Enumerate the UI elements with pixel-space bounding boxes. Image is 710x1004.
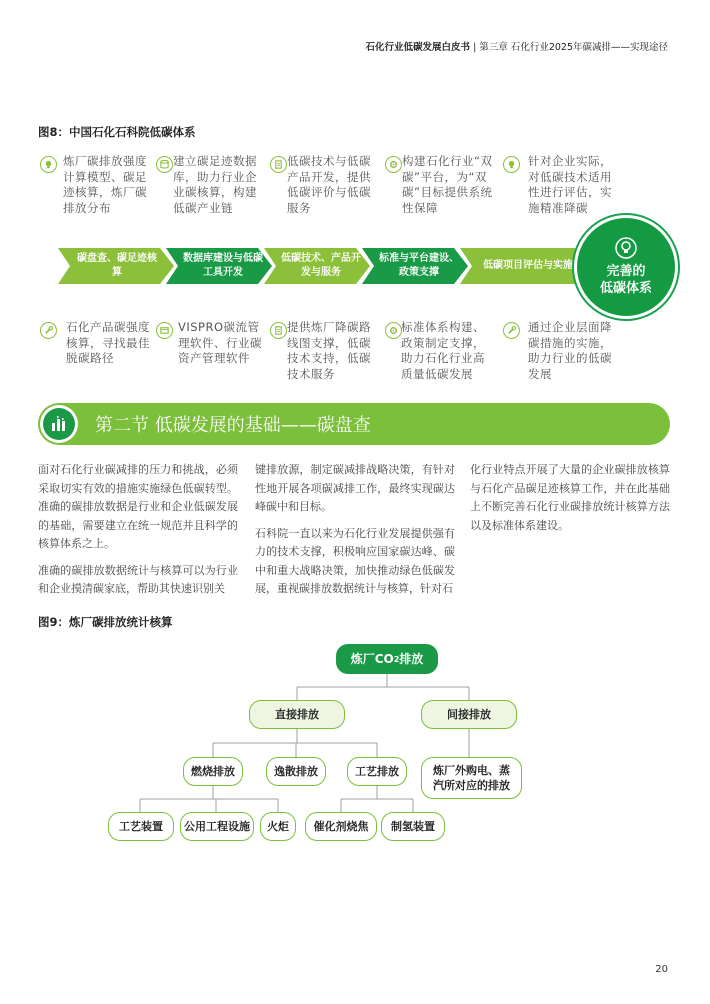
top-step-text-3: 低碳技术与低碳产品开发，提供低碳评价与低碳服务 — [287, 154, 371, 215]
leaf-utilities: 公用工程设施 — [180, 812, 254, 841]
top-step-text-2: 建立碳足迹数据库，助力行业企业碳核算，构建低碳产业链 — [173, 154, 257, 215]
leaf-process-units: 工艺装置 — [108, 812, 174, 841]
top-step-text-4: 构建石化行业“双碳”平台，为“双碳”目标提供系统性保障 — [402, 154, 493, 215]
bottom-step-text-4: 标准体系构建、政策制定支撑，助力石化行业高质量低碳发展 — [401, 320, 485, 381]
bottom-step-text-5: 通过企业层面降碳措施的实施，助力行业的低碳发展 — [528, 320, 612, 381]
node-indirect-emission: 间接排放 — [421, 700, 517, 729]
arrow-label-2: 数据库建设与低碳工具开发 — [183, 253, 263, 278]
figure-8-title: 图8：中国石化石科院低碳体系 — [38, 125, 196, 139]
root-node-refinery-co2 — [336, 644, 438, 674]
node-process-emission: 工艺排放 — [347, 757, 407, 786]
top-step-text-1: 炼厂碳排放强度计算模型、碳足迹核算，炼厂碳排放分布 — [63, 154, 147, 215]
body-paragraph: 面对石化行业碳减排的压力和挑战，必须采取切实有效的措施实施绿色低碳转型。准确的碳排放数据是行业和企业低碳发展的基础，需要建立在统一规范并且科学的核算体系之上。 — [38, 463, 238, 550]
arrow-label-1: 碳盘查、碳足迹核算 — [77, 253, 157, 278]
node-direct-emission: 直接排放 — [249, 700, 345, 729]
arrow-label-3: 低碳技术、产品开发与服务 — [281, 253, 361, 278]
arrow-label-4: 标准与平台建设、政策支撑 — [379, 253, 459, 278]
node-fugitive-emission: 逸散排放 — [266, 757, 326, 786]
section-title: 第二节 低碳发展的基础——碳盘查 — [95, 415, 371, 436]
page-number: 20 — [655, 964, 668, 975]
leaf-flare: 火炬 — [260, 812, 296, 841]
header-separator: | — [470, 42, 480, 53]
node-purchased-power-steam: 炼厂外购电、蒸汽所对应的排放 — [421, 757, 522, 799]
root-node-text-post: 排放 — [399, 651, 424, 666]
final-label-line1: 完善的 — [606, 264, 646, 279]
bottom-step-text-3: 提供炼厂降碳路线图支撑，低碳技术支持，低碳技术服务 — [287, 320, 371, 381]
root-node-subscript: 2 — [393, 654, 400, 664]
report-title: 石化行业低碳发展白皮书 — [365, 42, 471, 53]
body-paragraph: 键排放源，制定碳减排战略决策，有针对性地开展各项碳减排工作，最终实现碳达峰碳中和目标。 — [255, 463, 455, 513]
final-label-line2: 低碳体系 — [599, 281, 652, 296]
root-node-text-pre: 炼厂CO — [350, 651, 394, 666]
top-step-text-5: 针对企业实际，对低碳技术适用性进行评估，实施精准降碳 — [528, 154, 612, 215]
chapter-title: 第三章 石化行业2025年碳减排——实现途径 — [479, 42, 668, 53]
figure-9-title: 图9：炼厂碳排放统计核算 — [38, 615, 173, 629]
leaf-catalyst-coke-burning: 催化剂烧焦 — [305, 812, 377, 841]
body-paragraph: 石科院一直以来为石化行业发展提供强有力的技术支撑，积极响应国家碳达峰、碳中和重大战略决策，加快推动绿色低碳发展，重视碳排放数据统计与核算，针对石 — [255, 526, 455, 595]
arrow-label-5: 低碳项目评估与实施 — [483, 260, 573, 271]
bottom-step-text-1: 石化产品碳强度核算，寻找最佳脱碳路径 — [66, 320, 150, 365]
node-combustion-emission: 燃烧排放 — [183, 757, 243, 786]
bottom-step-text-2: VISPRO碳流管理软件、行业碳资产管理软件 — [178, 320, 262, 365]
body-paragraph: 化行业特点开展了大量的企业碳排放核算与石化产品碳足迹核算工作，并在此基础上不断完善石化行业碳排放统计核算方法以及标准体系建设。 — [470, 463, 670, 532]
leaf-hydrogen-unit: 制氢装置 — [381, 812, 445, 841]
body-paragraph: 准确的碳排放数据统计与核算可以为行业和企业摸清碳家底，帮助其快速识别关 — [38, 563, 238, 595]
